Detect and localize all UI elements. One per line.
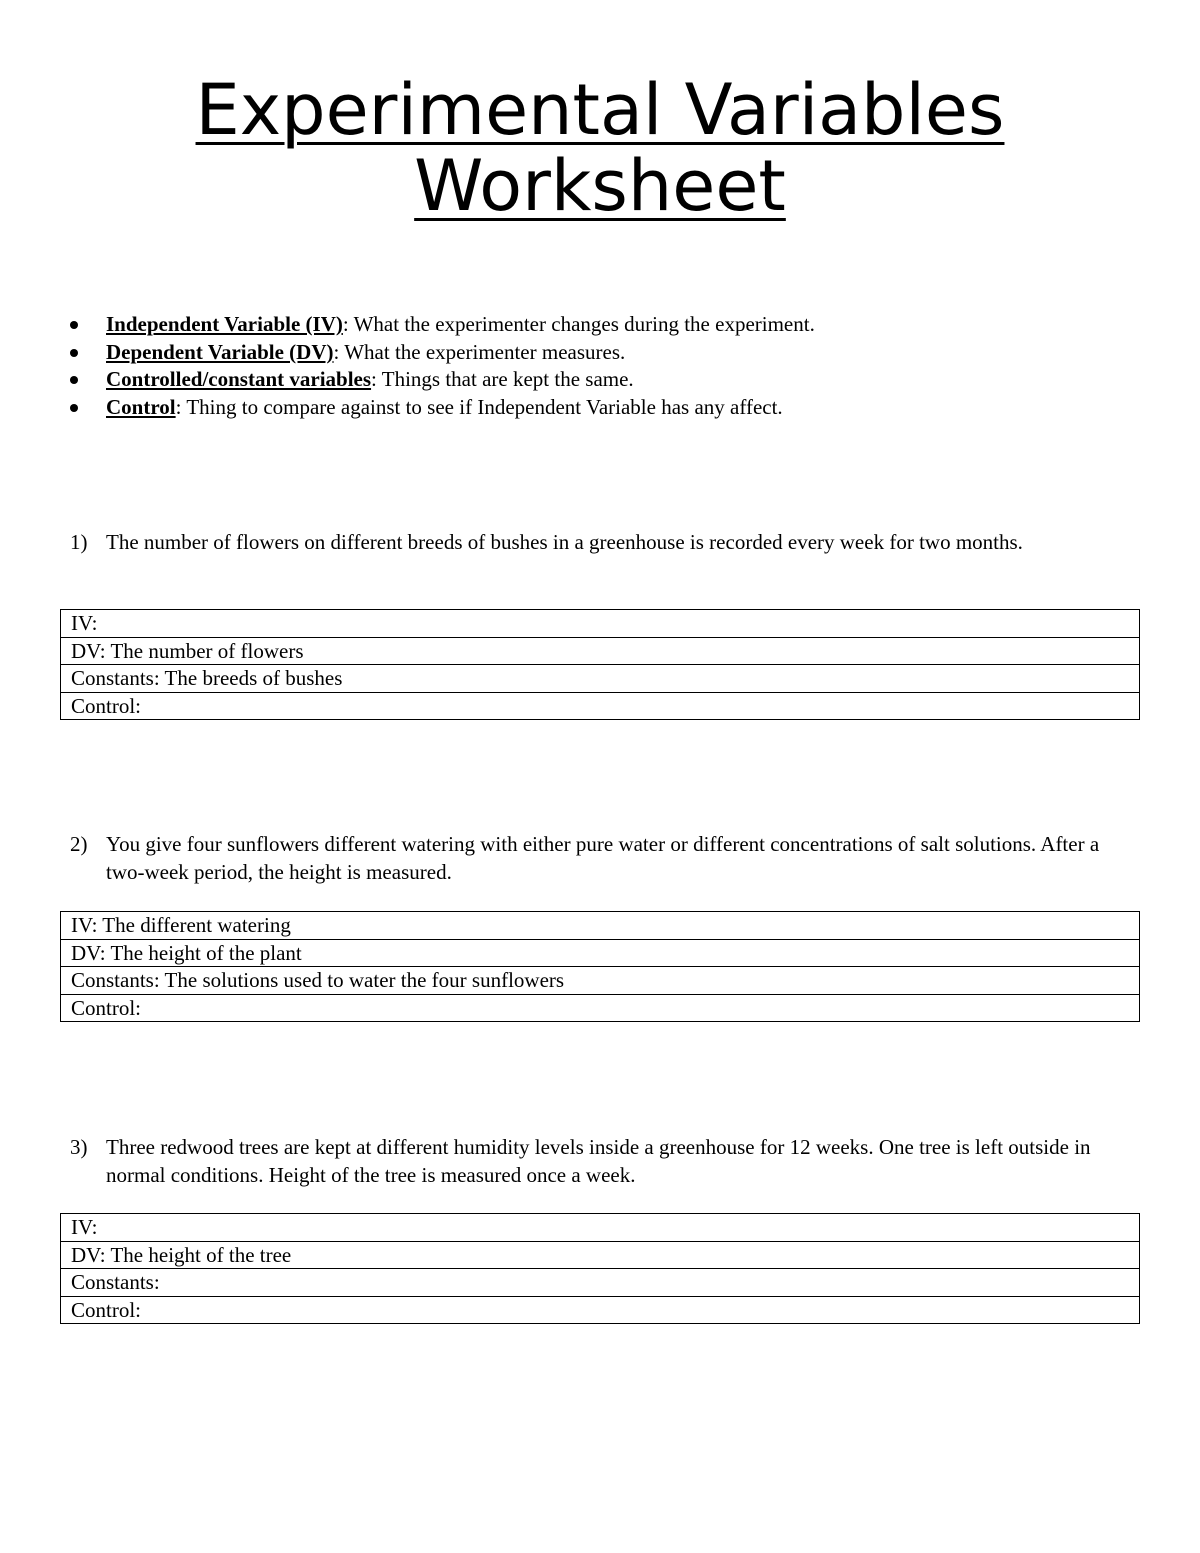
answer-dv[interactable]: DV: The height of the tree xyxy=(61,1241,1140,1269)
title-line-1: Experimental Variables xyxy=(195,69,1005,151)
question-body: You give four sunflowers different watering with either pure water or different concentrations of salt solutions. After a two-week period, the height is measured. xyxy=(106,832,1100,884)
answer-control[interactable]: Control: xyxy=(61,1296,1140,1324)
question-text xyxy=(0,830,1126,886)
answer-iv[interactable]: IV: xyxy=(61,610,1140,638)
answer-constants[interactable]: Constants: The solutions used to water the four sunflowers xyxy=(61,967,1140,995)
definition-term: Control xyxy=(106,394,176,419)
definition-item-dv xyxy=(0,339,1200,367)
definition-desc: : Thing to compare against to see if Independent Variable has any affect. xyxy=(175,394,783,419)
question-number: 2) xyxy=(70,832,88,856)
definition-item-iv xyxy=(0,311,1200,339)
answer-table xyxy=(60,609,1140,720)
question-text xyxy=(0,1133,1126,1189)
answer-table xyxy=(60,911,1140,1022)
question-number: 1) xyxy=(70,530,88,554)
question-1 xyxy=(0,528,1200,718)
bullet-icon xyxy=(70,321,78,329)
definition-term: Dependent Variable (DV) xyxy=(106,339,334,364)
question-2 xyxy=(0,830,1200,1020)
definition-desc: : What the experimenter measures. xyxy=(333,339,626,364)
answer-iv[interactable]: IV: The different watering xyxy=(61,912,1140,940)
definitions-list xyxy=(0,311,1200,421)
definition-desc: : Things that are kept the same. xyxy=(371,367,634,391)
question-body: Three redwood trees are kept at different humidity levels inside a greenhouse for 12 weeks. One tree is left outside in normal conditions. Height of the tree is measured once a week. xyxy=(106,1135,1091,1187)
question-body: The number of flowers on different breeds of bushes in a greenhouse is recorded every week for two months. xyxy=(106,530,1023,554)
title-line-2: Worksheet xyxy=(414,145,786,227)
question-number: 3) xyxy=(70,1135,88,1159)
answer-constants[interactable]: Constants: The breeds of bushes xyxy=(61,665,1140,693)
definition-term: Independent Variable (IV) xyxy=(106,312,343,336)
bullet-icon xyxy=(70,349,78,357)
question-text xyxy=(0,528,1126,556)
answer-iv[interactable]: IV: xyxy=(61,1214,1140,1242)
answer-dv[interactable]: DV: The number of flowers xyxy=(61,637,1140,665)
answer-control[interactable]: Control: xyxy=(61,994,1140,1022)
page-title xyxy=(0,69,1200,227)
answer-control[interactable]: Control: xyxy=(61,692,1140,720)
bullet-icon xyxy=(70,376,78,384)
answer-table xyxy=(60,1213,1140,1324)
definition-item-control xyxy=(0,394,1200,422)
bullet-icon xyxy=(70,404,78,412)
question-3 xyxy=(0,1133,1200,1322)
answer-constants[interactable]: Constants: xyxy=(61,1269,1140,1297)
answer-dv[interactable]: DV: The height of the plant xyxy=(61,939,1140,967)
definition-desc: : What the experimenter changes during the experiment. xyxy=(342,312,815,336)
definition-term: Controlled/constant variables xyxy=(106,367,372,391)
definition-item-constants xyxy=(0,366,1200,394)
